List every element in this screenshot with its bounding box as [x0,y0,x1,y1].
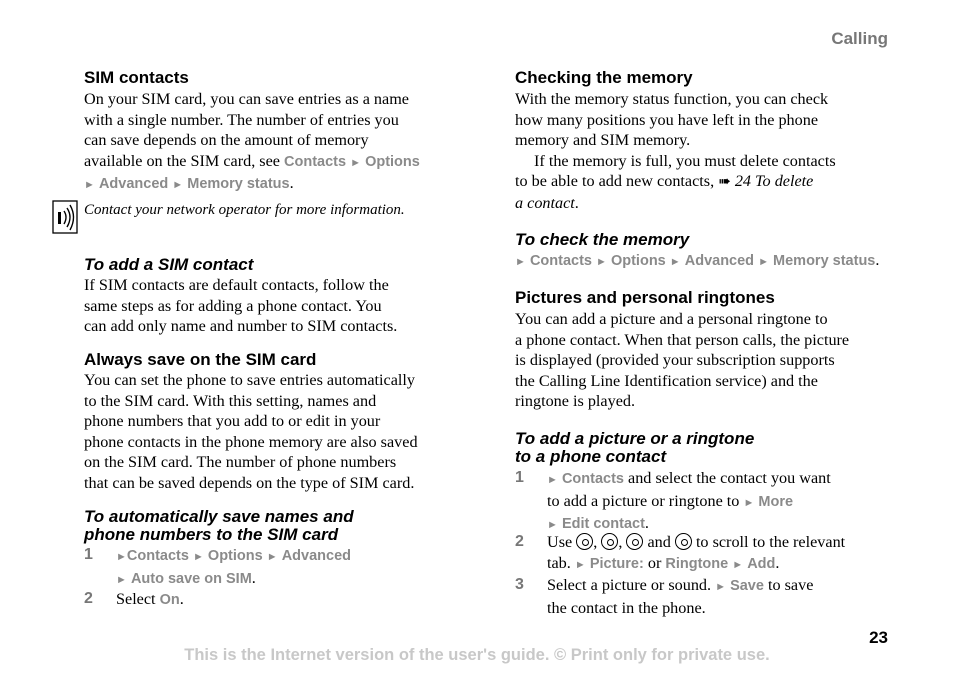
navigation-key-up-icon [626,533,643,550]
menu-path: Options [610,253,666,269]
menu-path: Picture: [589,555,644,572]
checking-body [515,89,915,213]
text-line: to the SIM card. With this setting, names and [84,391,377,410]
menu-path: Contacts [126,548,189,564]
step-number: 2 [84,590,93,607]
step-2: 2 Use , , and to scroll to the relevant tab. ► Picture: or Ringtone ► Add. [515,533,846,572]
heading-sim-contacts: SIM contacts [84,68,189,87]
text-line: the Calling Line Identification service) and the [515,371,818,390]
check-memory-path: ► Contacts ► Options ► Advanced ► Memory status. [515,251,880,269]
text-line: that can be saved depends on the type of SIM card. [84,473,415,492]
text-line: If the memory is full, you must delete contacts [534,151,836,170]
menu-path: Advanced [281,548,351,564]
text-line: ► Advanced ► Memory status. [84,174,294,192]
text-line: memory and SIM memory. [515,131,691,149]
step-1: 1 ► Contacts and select the contact you want to add a picture or ringtone to ► More ► Edit contact. [515,469,831,532]
heading-checking-memory: Checking the memory [515,68,693,87]
sim-contacts-body [84,89,474,196]
text-line: a phone contact. When that person calls, the picture [515,330,850,349]
step-3: 3 Select a picture or sound. ► Save to save the contact in the phone. [515,576,814,617]
text-line: phone contacts in the phone memory are also saved [84,432,418,451]
step-2: 2 Select On. [84,590,184,608]
step-1: 1 ►Contacts ► Options ► Advanced ► Auto save on SIM. [84,546,351,587]
cross-reference[interactable]: a contact [515,193,575,212]
step-number: 3 [515,576,524,593]
menu-path: Advanced [98,176,169,192]
menu-path: On [159,592,180,608]
menu-path: Contacts [561,471,624,487]
text-line: On your SIM card, you can save entries as a name [84,90,409,108]
menu-path: Edit contact [561,516,645,532]
navigation-key-down-icon [675,533,692,550]
text-line: can add only name and number to SIM contacts. [84,317,398,335]
text-line: on the SIM card. The number of phone numbers [84,453,397,471]
heading-always-save: Always save on the SIM card [84,350,317,369]
text-line: available on the SIM card, see Contacts ► Options [84,151,420,170]
step-number: 2 [515,533,524,550]
menu-path: Add [747,555,776,572]
heading-add-picture: To add a picture or a ringtone to a phone contact [515,429,755,466]
menu-path: Memory status [187,176,290,192]
step-number: 1 [515,469,524,486]
heading-auto-save: To automatically save names and phone numbers to the SIM card [84,507,354,544]
heading-pictures-ringtones: Pictures and personal ringtones [515,288,775,307]
text-line: to be able to add new contacts, ➠ 24 To delete [515,172,814,190]
menu-path: Options [207,548,263,564]
text-line: With the memory status function, you can check [515,90,829,108]
running-header: Calling [831,29,888,48]
page-number: 23 [869,628,888,647]
menu-path: Contacts [529,253,592,269]
text-line: same steps as for adding a phone contact. You [84,296,382,315]
navigation-key-right-icon [601,533,618,550]
text-line: If SIM contacts are default contacts, follow the [84,276,389,294]
text-line: is displayed (provided your subscription supports [515,351,835,369]
always-save-body [84,370,484,493]
note-text: Contact your network operator for more information. [84,202,405,218]
text-line: can save depends on the amount of memory [84,131,369,149]
menu-path: Contacts [284,153,347,170]
cross-reference[interactable]: 24 To delete [734,172,814,190]
text-line: You can add a picture and a personal ringtone to [515,310,828,328]
menu-path: Memory status [773,253,876,269]
text-line: with a single number. The number of entries you [84,110,399,129]
text-line: You can set the phone to save entries automatically [84,371,416,389]
menu-path: More [758,493,794,510]
pictures-body [515,309,915,412]
heading-check-memory: To check the memory [515,230,690,249]
navigation-key-left-icon [576,533,593,550]
add-sim-body [84,275,474,337]
text-line: phone numbers that you add to or edit in your [84,412,381,430]
note-icon [52,200,78,239]
menu-path: Options [365,153,420,170]
menu-path: Ringtone [665,555,729,572]
heading-add-sim-contact: To add a SIM contact [84,255,254,274]
step-number: 1 [84,546,93,563]
arrow-right-icon: ➠ [718,174,731,190]
footer-notice: This is the Internet version of the user's guide. © Print only for private use. [184,646,770,664]
text-line: how many positions you have left in the phone [515,110,819,129]
menu-path: Auto save on SIM [130,570,252,587]
text-line: a contact. [515,193,579,212]
menu-path: Save [730,578,764,594]
menu-path: Advanced [684,253,755,269]
text-line: ringtone is played. [515,392,636,410]
